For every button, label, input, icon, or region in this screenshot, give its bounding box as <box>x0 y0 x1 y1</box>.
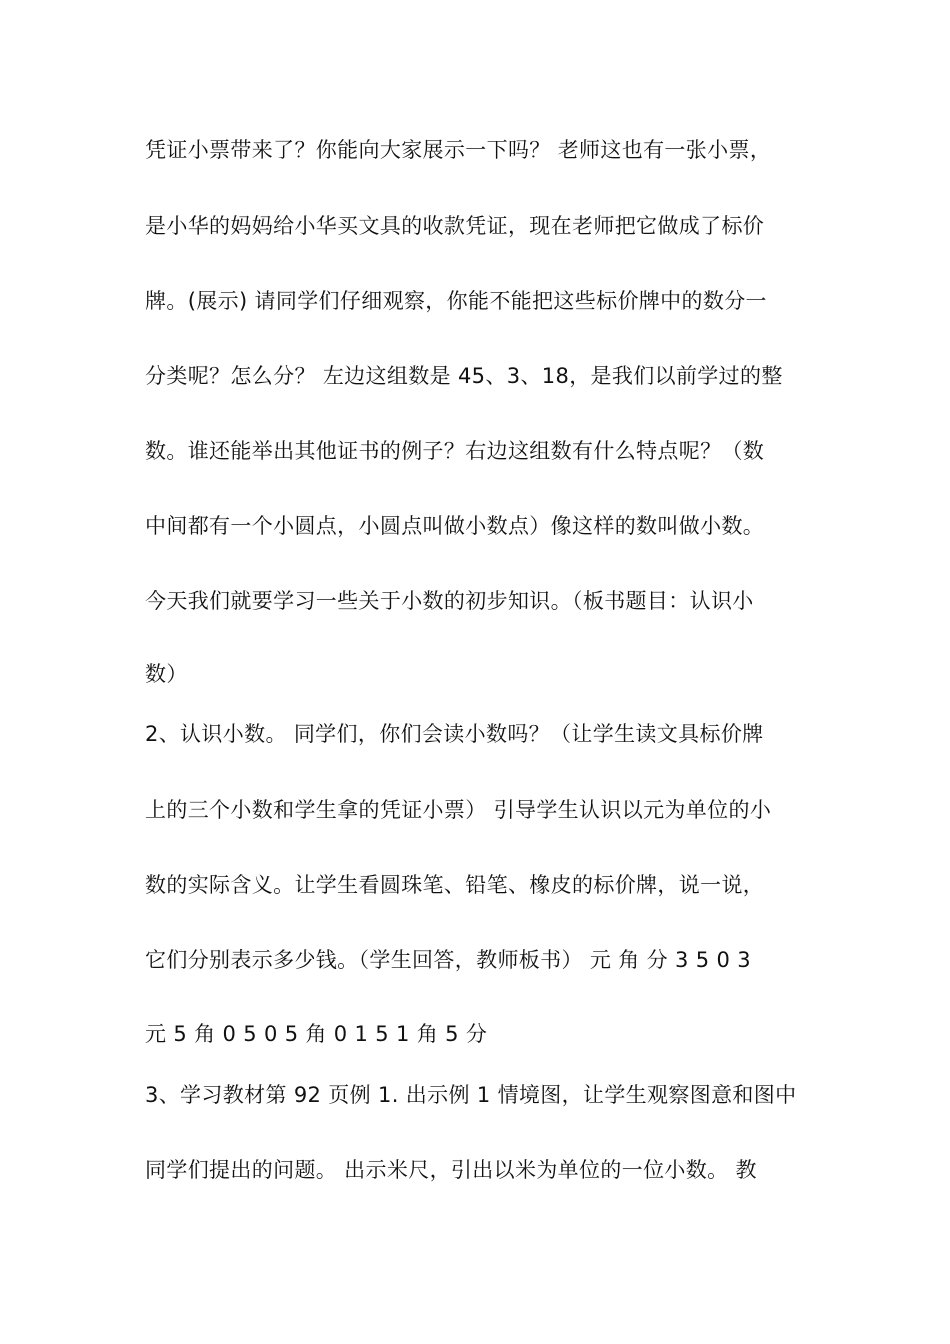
text-line: 数） <box>145 662 188 686</box>
text-line: 凭证小票带来了？你能向大家展示一下吗？ 老师这也有一张小票， <box>145 138 772 162</box>
text-line: 牌。(展示) 请同学们仔细观察，你能不能把这些标价牌中的数分一 <box>145 289 767 313</box>
text-line: 今天我们就要学习一些关于小数的初步知识。（板书题目：认识小 <box>145 589 754 613</box>
text-line: 数。谁还能举出其他证书的例子？右边这组数有什么特点呢？（数 <box>145 439 765 463</box>
text-line: 数的实际含义。让学生看圆珠笔、铅笔、橡皮的标价牌，说一说， <box>145 873 765 897</box>
text-line: 它们分别表示多少钱。（学生回答，教师板书） 元 角 分 3 5 0 3 <box>145 948 751 972</box>
text-line: 同学们提出的问题。 出示米尺，引出以米为单位的一位小数。 教 <box>145 1158 757 1182</box>
text-line: 分类呢？怎么分？ 左边这组数是 45、3、18，是我们以前学过的整 <box>145 364 783 388</box>
section-heading-line: 3、学习教材第 92 页例 1. 出示例 1 情境图，让学生观察图意和图中 <box>145 1083 797 1107</box>
text-line: 元 5 角 0 5 0 5 角 0 1 5 1 角 5 分 <box>145 1022 488 1046</box>
section-heading-line: 2、认识小数。 同学们，你们会读小数吗？（让学生读文具标价牌 <box>145 722 764 746</box>
text-line: 中间都有一个小圆点，小圆点叫做小数点）像这样的数叫做小数。 <box>145 514 765 538</box>
text-line: 上的三个小数和学生拿的凭证小票） 引导学生认识以元为单位的小 <box>145 798 772 822</box>
text-line: 是小华的妈妈给小华买文具的收款凭证，现在老师把它做成了标价 <box>145 214 765 238</box>
